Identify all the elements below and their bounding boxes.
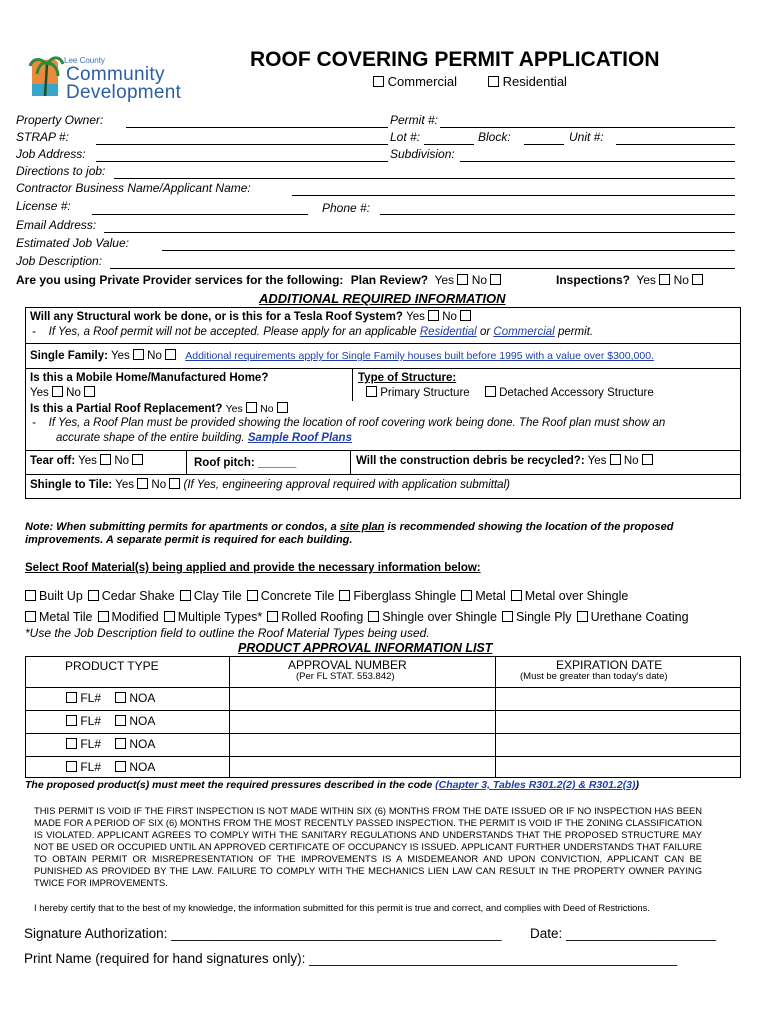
- date-field[interactable]: Date: ____________________: [530, 926, 717, 941]
- partial-roof-question: Is this a Partial Roof Replacement?: [30, 403, 223, 415]
- commercial-permit-link[interactable]: Commercial: [493, 326, 555, 338]
- single-family-yes-checkbox[interactable]: [133, 349, 144, 360]
- material-checkbox[interactable]: [267, 611, 278, 622]
- page-title: ROOF COVERING PERMIT APPLICATION: [250, 48, 660, 71]
- col-approval-sub: (Per FL STAT. 553.842): [296, 671, 395, 682]
- material-option[interactable]: [164, 610, 263, 624]
- subdivision-field[interactable]: [460, 161, 735, 162]
- material-label: Metal Tile: [39, 610, 93, 624]
- material-label: Rolled Roofing: [281, 610, 364, 624]
- material-label: Modified: [111, 610, 159, 624]
- site-plan-text: site plan: [339, 521, 385, 533]
- logo-line2: Development: [66, 82, 182, 103]
- product-row: [66, 691, 155, 705]
- debris-no-label: No: [623, 455, 639, 467]
- plan-review-label: Plan Review?: [350, 273, 429, 287]
- sample-roof-plans-link[interactable]: Sample Roof Plans: [247, 432, 352, 444]
- mobile-home-yes-checkbox[interactable]: [52, 386, 63, 397]
- email-field[interactable]: [104, 232, 735, 233]
- code-tables-link[interactable]: (Chapter 3, Tables R301.2(2) & R301.2(3): [435, 779, 636, 791]
- material-label: Cedar Shake: [101, 589, 175, 603]
- palm-tree-icon: [28, 50, 64, 104]
- subdivision-label: Subdivision:: [390, 147, 455, 161]
- fl-label: FL#: [80, 737, 102, 751]
- single-family-no-label: No: [147, 350, 162, 362]
- single-family-no-checkbox[interactable]: [165, 349, 176, 360]
- material-option[interactable]: [502, 610, 572, 624]
- material-label: Clay Tile: [193, 589, 242, 603]
- material-option[interactable]: [25, 610, 93, 624]
- primary-structure-label: Primary Structure: [380, 387, 470, 399]
- material-option[interactable]: [368, 610, 497, 624]
- job-address-label: Job Address:: [16, 147, 86, 161]
- private-provider-question: Are you using Private Provider services for the following:: [16, 273, 344, 287]
- col-expiration-date: EXPIRATION DATE: [556, 658, 663, 672]
- material-label: Multiple Types*: [177, 610, 263, 624]
- noa-label: NOA: [129, 714, 156, 728]
- inspections-yes-label: Yes: [636, 273, 656, 287]
- material-checkbox[interactable]: [368, 611, 379, 622]
- job-value-label: Estimated Job Value:: [16, 236, 129, 250]
- residential-checkbox[interactable]: [488, 76, 499, 87]
- shingle-to-tile-no-label: No: [151, 479, 167, 491]
- partial-roof-no-label: No: [260, 403, 274, 415]
- noa-label: NOA: [129, 737, 156, 751]
- residential-label: Residential: [502, 74, 567, 89]
- phone-label: Phone #:: [322, 201, 371, 215]
- debris-no-checkbox[interactable]: [642, 454, 653, 465]
- tesla-note: If Yes, a Roof permit will not be accepted. Please apply for an applicable: [48, 326, 417, 338]
- roof-pitch-label[interactable]: Roof pitch: ______: [194, 457, 297, 469]
- fl-label: FL#: [80, 714, 102, 728]
- material-checkbox[interactable]: [98, 611, 109, 622]
- fl-checkbox[interactable]: [66, 761, 77, 772]
- plan-review-yes-label: Yes: [434, 273, 455, 287]
- tear-off-no-label: No: [114, 455, 130, 467]
- shingle-to-tile-yes-label: Yes: [115, 479, 134, 491]
- tear-off-no-checkbox[interactable]: [132, 454, 143, 465]
- commercial-label: Commercial: [387, 74, 457, 89]
- single-family-label: Single Family:: [30, 350, 108, 362]
- product-row: [66, 737, 155, 751]
- shingle-to-tile-note: (If Yes, engineering approval required with application submittal): [183, 479, 510, 491]
- note-line2: improvements. A separate permit is required for each building.: [25, 534, 353, 546]
- detached-structure-label: Detached Accessory Structure: [499, 387, 654, 399]
- partial-roof-yes-checkbox[interactable]: [246, 402, 257, 413]
- debris-recycled-question: Will the construction debris be recycled?:: [356, 455, 585, 467]
- job-value-field[interactable]: [162, 250, 735, 251]
- material-label: Urethane Coating: [590, 610, 689, 624]
- partial-roof-note: If Yes, a Roof Plan must be provided showing the location of roof covering work being done. The Roof plan must show an: [48, 417, 666, 429]
- material-option[interactable]: [461, 589, 506, 603]
- contractor-label: Contractor Business Name/Applicant Name:: [16, 181, 251, 195]
- strap-field[interactable]: [96, 144, 388, 145]
- materials-row-1: [25, 589, 633, 603]
- logo-line1: Community: [66, 64, 165, 85]
- material-checkbox[interactable]: [180, 590, 191, 601]
- noa-checkbox[interactable]: [115, 761, 126, 772]
- block-label: Block:: [478, 130, 511, 144]
- col-expiration-sub: (Must be greater than today's date): [520, 671, 668, 682]
- col-product-type: PRODUCT TYPE: [65, 659, 159, 673]
- logo: [28, 50, 188, 104]
- job-address-field[interactable]: [96, 161, 388, 162]
- property-owner-field[interactable]: [126, 127, 388, 128]
- tesla-note-dash: -: [32, 326, 46, 338]
- fl-label: FL#: [80, 691, 102, 705]
- directions-label: Directions to job:: [16, 164, 106, 178]
- directions-field[interactable]: [114, 178, 735, 179]
- material-checkbox[interactable]: [88, 590, 99, 601]
- certification-text: I hereby certify that to the best of my knowledge, the information submitted for this permit is true and correct, and complies with Deed of Restrictions.: [34, 902, 650, 913]
- product-list-heading: PRODUCT APPROVAL INFORMATION LIST: [238, 641, 493, 655]
- col-approval-number: APPROVAL NUMBER: [288, 658, 407, 672]
- mobile-home-question: Is this a Mobile Home/Manufactured Home?: [30, 372, 269, 384]
- print-name-field[interactable]: Print Name (required for hand signatures only): _________________________________________________: [24, 951, 678, 966]
- property-owner-label: Property Owner:: [16, 113, 104, 127]
- logo-small-text: Lee County: [64, 56, 105, 65]
- mobile-home-no-label: No: [66, 387, 81, 399]
- job-description-label: Job Description:: [16, 254, 103, 268]
- tesla-question: Will any Structural work be done, or is this for a Tesla Roof System?: [30, 311, 403, 323]
- license-label: License #:: [16, 199, 71, 213]
- material-checkbox[interactable]: [247, 590, 258, 601]
- material-option[interactable]: [247, 589, 335, 603]
- debris-yes-label: Yes: [587, 455, 607, 467]
- material-option[interactable]: [25, 589, 83, 603]
- primary-structure-checkbox[interactable]: [366, 386, 377, 397]
- material-option[interactable]: [180, 589, 242, 603]
- job-description-field[interactable]: [110, 268, 735, 269]
- email-label: Email Address:: [16, 218, 97, 232]
- permit-field[interactable]: [440, 127, 735, 128]
- material-label: Concrete Tile: [260, 589, 335, 603]
- inspections-yes-checkbox[interactable]: [659, 274, 670, 285]
- shingle-to-tile-yes-checkbox[interactable]: [137, 478, 148, 489]
- material-label: Fiberglass Shingle: [353, 589, 457, 603]
- material-label: Metal: [475, 589, 506, 603]
- shingle-to-tile-label: Shingle to Tile:: [30, 479, 113, 491]
- material-checkbox[interactable]: [511, 590, 522, 601]
- partial-roof-yes-label: Yes: [225, 403, 243, 415]
- product-footer-close: ): [635, 779, 640, 791]
- detached-structure-checkbox[interactable]: [485, 386, 496, 397]
- material-checkbox[interactable]: [577, 611, 588, 622]
- fl-checkbox[interactable]: [66, 692, 77, 703]
- material-checkbox[interactable]: [164, 611, 175, 622]
- strap-label: STRAP #:: [16, 130, 69, 144]
- material-label: Single Ply: [515, 610, 572, 624]
- void-disclaimer: THIS PERMIT IS VOID IF THE FIRST INSPECTION IS NOT MADE WITHIN SIX (6) MONTHS FROM THE DATE ISSUED OR IF NO INSPECTION HAS BEEN MADE FOR A PERIOD OF SIX (6) MONTHS FROM THE MOST RECENTLY PASSED INSPECTION. THE PERMIT IS VOID IF THE ZONING CLASSIFICATION IS VIOLATED. APPLICANT AGREES TO COMPLY WITH THE SANITARY REGULATIONS AND UNDERSTANDS THAT THE PROPOSED STRUCTURE MAY NOT BE USED OR OCCUPIED UNTIL AN APPROVED CERTIFICATE OF OCCUPANCY IS ISSUED. APPLICANT FURTHER UNDERSTANDS THAT FAILURE TO OBTAIN PERMIT OR MISREPRESENTATION OF THE IMPROVEMENTS IS A MISDEMEANOR AND UPON CONVICTION, APPLICANT CAN BE PUNISHED AS PROVIDED BY THE LAW. FAILURE TO COMPLY WITH THE MECHANICS LIEN LAW CAN RESULT IN THE PROPERTY OWNER PAYING TWICE FOR IMPROVEMENTS.: [34, 805, 702, 888]
- inspections-no-checkbox[interactable]: [692, 274, 703, 285]
- single-family-yes-label: Yes: [110, 350, 130, 362]
- material-option[interactable]: [98, 610, 159, 624]
- tesla-note-or: or: [479, 326, 491, 338]
- note-part1: Note: When submitting permits for apartments or condos, a: [25, 521, 337, 533]
- material-option[interactable]: [511, 589, 629, 603]
- material-option[interactable]: [267, 610, 363, 624]
- material-checkbox[interactable]: [339, 590, 350, 601]
- commercial-checkbox[interactable]: [373, 76, 384, 87]
- material-option[interactable]: [577, 610, 689, 624]
- material-option[interactable]: [339, 589, 456, 603]
- noa-checkbox[interactable]: [115, 692, 126, 703]
- inspections-no-label: No: [673, 273, 689, 287]
- contractor-field[interactable]: [292, 195, 735, 196]
- material-label: Metal over Shingle: [524, 589, 629, 603]
- noa-label: NOA: [129, 691, 156, 705]
- material-checkbox[interactable]: [25, 590, 36, 601]
- tesla-no-checkbox[interactable]: [460, 310, 471, 321]
- note-part2: is recommended showing the location of the proposed: [387, 521, 674, 533]
- lot-field[interactable]: [424, 144, 474, 145]
- phone-field[interactable]: [380, 214, 735, 215]
- fl-label: FL#: [80, 760, 102, 774]
- plan-review-no-checkbox[interactable]: [490, 274, 501, 285]
- unit-label: Unit #:: [569, 130, 604, 144]
- partial-roof-no-checkbox[interactable]: [277, 402, 288, 413]
- noa-checkbox[interactable]: [115, 715, 126, 726]
- material-label: Shingle over Shingle: [382, 610, 497, 624]
- partial-roof-note2: accurate shape of the entire building.: [56, 432, 245, 444]
- noa-label: NOA: [129, 760, 156, 774]
- materials-footnote: *Use the Job Description field to outline the Roof Material Types being used.: [25, 626, 430, 640]
- product-row: [66, 714, 155, 728]
- material-option[interactable]: [88, 589, 175, 603]
- plan-review-yes-checkbox[interactable]: [457, 274, 468, 285]
- noa-checkbox[interactable]: [115, 738, 126, 749]
- product-footer-text: The proposed product(s) must meet the required pressures described in the code: [25, 779, 433, 791]
- tear-off-yes-label: Yes: [78, 455, 97, 467]
- unit-field[interactable]: [616, 144, 735, 145]
- signature-field[interactable]: Signature Authorization: ____________________________________________: [24, 926, 502, 941]
- plan-review-no-label: No: [471, 273, 488, 287]
- structure-type-label: Type of Structure:: [358, 372, 457, 384]
- shingle-to-tile-no-checkbox[interactable]: [169, 478, 180, 489]
- fl-checkbox[interactable]: [66, 715, 77, 726]
- tear-off-yes-checkbox[interactable]: [100, 454, 111, 465]
- fl-checkbox[interactable]: [66, 738, 77, 749]
- tesla-yes-label: Yes: [406, 311, 425, 323]
- debris-yes-checkbox[interactable]: [610, 454, 621, 465]
- materials-heading: Select Roof Material(s) being applied and provide the necessary information below:: [25, 562, 481, 574]
- material-checkbox[interactable]: [25, 611, 36, 622]
- inspections-label: Inspections?: [556, 273, 631, 287]
- tesla-note-permit: permit.: [557, 326, 594, 338]
- license-field[interactable]: [92, 214, 308, 215]
- partial-note-dash: -: [32, 417, 46, 429]
- materials-row-2: [25, 610, 694, 624]
- lot-label: Lot #:: [390, 130, 421, 144]
- block-field[interactable]: [524, 144, 564, 145]
- additional-heading: ADDITIONAL REQUIRED INFORMATION: [259, 291, 506, 306]
- residential-permit-link[interactable]: Residential: [419, 326, 477, 338]
- product-row: [66, 760, 155, 774]
- single-family-requirements-link[interactable]: Additional requirements apply for Single Family houses built before 1995 with a value over $300,000.: [185, 350, 654, 362]
- material-label: Built Up: [39, 589, 83, 603]
- tesla-yes-checkbox[interactable]: [428, 310, 439, 321]
- mobile-home-yes-label: Yes: [30, 387, 49, 399]
- mobile-home-no-checkbox[interactable]: [84, 386, 95, 397]
- material-checkbox[interactable]: [461, 590, 472, 601]
- material-checkbox[interactable]: [502, 611, 513, 622]
- tear-off-label: Tear off:: [30, 455, 76, 467]
- permit-label: Permit #:: [390, 113, 439, 127]
- tesla-no-label: No: [442, 311, 457, 323]
